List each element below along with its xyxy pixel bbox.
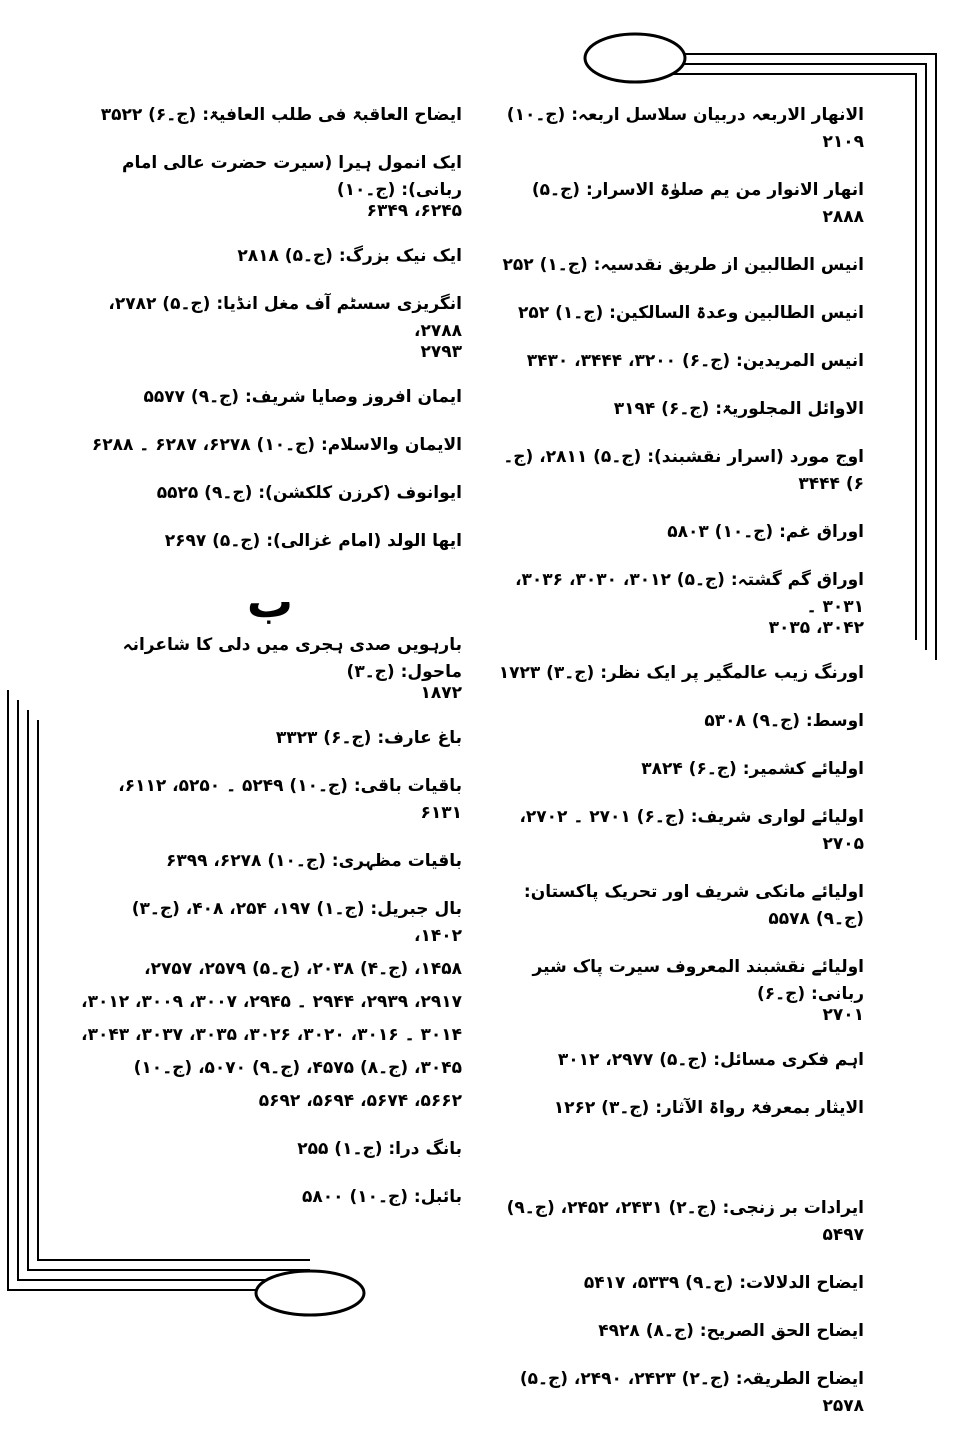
index-entry-continuation: ۳۰۱۴ ۔ ۳۰۱۶، ۳۰۲۰، ۳۰۲۶، ۳۰۳۵، ۳۰۳۷، ۳۰۴۳،: [81, 1025, 462, 1045]
index-entry: ایھا الولد (امام غزالی): (ج۔۵) ۲۶۹۷: [164, 531, 462, 551]
index-entry: انیس الطالبین از طریق نقدسیہ: (ج۔۱) ۲۵۲: [502, 255, 864, 275]
index-entry: بارہویں صدی ہجری میں دلی کا شاعرانہ ماحول: (ج۔۳): [122, 635, 462, 682]
index-entry: ایمان افروز وصایا شریف: (ج۔۹) ۵۵۷۷: [143, 387, 462, 407]
index-entry: اورنگ زیب عالمگیر پر ایک نظر: (ج۔۳) ۱۷۲۳: [498, 663, 864, 683]
index-entry: اولیائے مانکی شریف اور تحریک پاکستان: (ج۔۹) ۵۵۷۸: [523, 882, 864, 929]
index-entry-continuation: ۳۰۴۵، (ج۔۸) ۴۵۷۵، (ج۔۹) ۵۰۷۰، (ج۔۱۰): [133, 1058, 462, 1078]
index-entry: اوج مورد (اسرار نقشبند): (ج۔۵) ۲۸۱۱، (ج۔۶) ۳۴۴۴: [503, 447, 864, 494]
index-entry-continuation: ۱۸۷۲: [420, 683, 462, 703]
top-ornament-oval: [585, 34, 685, 82]
index-entry: ایک انمول ہیرا (سیرت حضرت عالی امام ربانی): (ج۔۱۰): [122, 153, 462, 200]
index-entry: اوراق گم گشتہ: (ج۔۵) ۳۰۱۲، ۳۰۳۰، ۳۰۳۶، ۳۰۳۱ ۔: [515, 570, 864, 617]
bottom-ornament-oval: [256, 1271, 364, 1315]
index-entry-continuation: ۲۷۹۳: [420, 342, 462, 362]
index-entry: باقیات باقی: (ج۔۱۰) ۵۲۴۹ ۔ ۵۲۵۰، ۶۱۱۲، ۶۱۳۱: [118, 776, 462, 823]
index-entry-continuation: ۶۲۴۵، ۶۳۴۹: [366, 201, 462, 221]
index-entry: ایک نیک بزرگ: (ج۔۵) ۲۸۱۸: [237, 246, 462, 266]
index-entry: الاوائل المجلوریۃ: (ج۔۶) ۳۱۹۴: [613, 399, 864, 419]
index-entry: ایضاح الطریقہ: (ج۔۲) ۲۴۲۳، ۲۴۹۰، (ج۔۵) ۲۵۷۸: [519, 1369, 864, 1416]
right-index-column: [492, 102, 864, 1441]
index-entry: ایوانوف (کرزن کلکشن): (ج۔۹) ۵۵۲۵: [156, 483, 462, 503]
index-entry: باغ عارف: (ج۔۶) ۳۳۲۳: [275, 728, 462, 748]
index-entry: انیس المریدین: (ج۔۶) ۳۲۰۰، ۳۴۴۴، ۳۴۳۰: [526, 351, 864, 371]
spacer: [492, 1143, 864, 1195]
index-entry: الانھار الاربعہ دربیان سلاسل اربعہ: (ج۔۱۰) ۲۱۰۹: [506, 105, 864, 152]
index-entry: اوسط: (ج۔۹) ۵۳۰۸: [704, 711, 864, 731]
section-heading-letter: ب: [246, 574, 294, 628]
index-entry: اولیائے لواری شریف: (ج۔۶) ۲۷۰۱ ۔ ۲۷۰۲، ۲۷۰۵: [519, 807, 864, 854]
index-entry: ایرادات بر زنجی: (ج۔۲) ۲۴۳۱، ۲۴۵۲، (ج۔۹) ۵۴۹۷: [506, 1198, 864, 1245]
index-entry: انھار الانوار من یم صلوٰۃ الاسرار: (ج۔۵) ۲۸۸۸: [531, 180, 864, 227]
index-entry-continuation: ۳۰۴۲، ۳۰۳۵: [768, 618, 864, 638]
index-entry: اولیائے کشمیر: (ج۔۶) ۳۸۲۴: [641, 759, 864, 779]
index-entry: انیس الطالبین وعدۃ السالکین: (ج۔۱) ۲۵۲: [518, 303, 864, 323]
index-entry: اوراق غم: (ج۔۱۰) ۵۸۰۳: [667, 522, 864, 542]
index-entry: بائبل: (ج۔۱۰) ۵۸۰۰: [302, 1187, 462, 1207]
index-entry: بانگ درا: (ج۔۱) ۲۵۵: [297, 1139, 462, 1159]
index-entry: اہم فکری مسائل: (ج۔۵) ۲۹۷۷، ۳۰۱۲: [557, 1050, 864, 1070]
index-entry-continuation: ۲۹۱۷، ۲۹۳۹، ۲۹۴۴ ۔ ۲۹۴۵، ۳۰۰۷، ۳۰۰۹، ۳۰۱۲،: [81, 992, 462, 1012]
index-entry-continuation: ۵۶۶۲، ۵۶۷۴، ۵۶۹۴، ۵۶۹۲: [258, 1091, 462, 1111]
index-entry-continuation: ۲۷۰۱: [822, 1005, 864, 1025]
index-entry: باقیات مظہری: (ج۔۱۰) ۶۲۷۸، ۶۳۹۹: [165, 851, 462, 871]
index-entry-continuation: ۱۴۵۸، (ج۔۴) ۲۰۳۸، (ج۔۵) ۲۵۷۹، ۲۷۵۷،: [144, 959, 462, 979]
index-entry: الایمان والاسلام: (ج۔۱۰) ۶۲۷۸، ۶۲۸۷ ۔ ۶۲۸۸: [91, 435, 462, 455]
index-entry-bal-jibreel: بال جبریل: (ج۔۱) ۱۹۷، ۲۵۴، ۴۰۸، (ج۔۳) ۱۴۰۲،: [131, 899, 462, 946]
index-entry: الایثار بمعرفۃ رواۃ الآثار: (ج۔۳) ۱۲۶۲: [553, 1098, 864, 1118]
left-index-column: [78, 102, 462, 1232]
index-entry: اولیائے نقشبند المعروف سیرت پاک شیر ربانی: (ج۔۶): [532, 957, 864, 1004]
index-entry: ایضاح الدلالات: (ج۔۹) ۵۳۳۹، ۵۴۱۷: [583, 1273, 864, 1293]
index-entry: انگریزی سسٹم آف مغل انڈیا: (ج۔۵) ۲۷۸۲، ۲۷۸۸،: [108, 294, 462, 341]
index-entry: ایضاح العاقبۃ فی طلب العافیۃ: (ج۔۶) ۳۵۲۲: [100, 105, 462, 125]
index-entry: ایضاح الحق الصریح: (ج۔۸) ۴۹۲۸: [598, 1321, 864, 1341]
